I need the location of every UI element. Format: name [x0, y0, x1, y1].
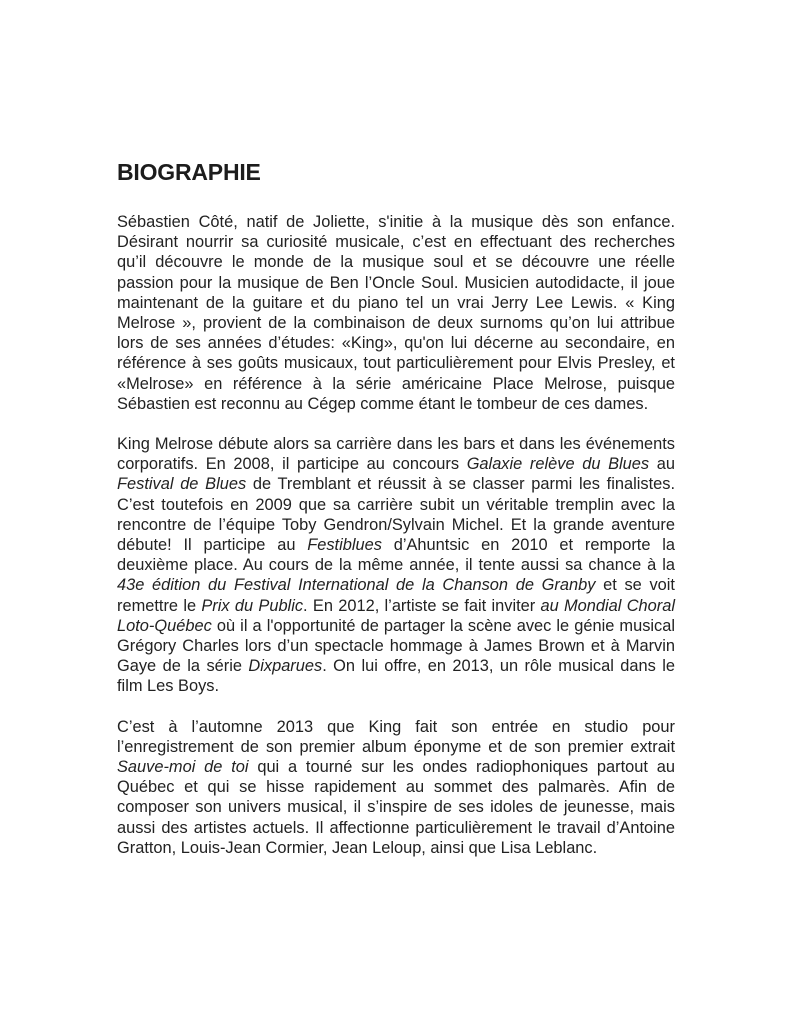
italic-title: Galaxie relève du Blues [466, 455, 650, 474]
paragraph-1 [117, 212, 675, 414]
text-run: . On lui offre, en 2013, un rôle musical dans le film Les Boys. [117, 657, 675, 696]
paragraph-2 [117, 434, 675, 697]
italic-title: Dixparues [248, 657, 323, 676]
document-title: BIOGRAPHIE [117, 159, 261, 185]
italic-title: Sauve-moi de toi [117, 758, 249, 777]
text-run: qui a tourné sur les ondes radiophoniques partout au Québec et qui se hisse rapidement au sommet des palmarès. Afin de composer son univers musical, il s’inspire de ses idoles de jeunesse, mais aussi des artistes actuels. Il affectionne particulièrement le travail d’Antoine Gratton, Louis-Jean Cormier, Jean Leloup, ainsi que Lisa Leblanc. [117, 758, 675, 857]
biography-body [117, 212, 675, 858]
italic-title: Festiblues [307, 536, 382, 555]
text-run: où il a l'opportunité de partager la scène avec le génie musical Grégory Charles lors d’un spectacle hommage à James Brown et à Marvin Gaye de la série [117, 616, 675, 676]
document-page [117, 156, 675, 878]
text-run: d’Ahuntsic en 2010 et remporte la deuxième place. Au cours de la même année, il tente aussi sa chance à la [117, 536, 675, 575]
text-run: C’est à l’automne 2013 que King fait son entrée en studio pour l’enregistrement de son premier album éponyme et de son premier extrait [117, 717, 675, 756]
italic-title: Festival de Blues [117, 475, 247, 494]
text-run: de Tremblant et réussit à se classer parmi les finalistes. C’est toutefois en 2009 que sa carrière subit un véritable tremplin avec la rencontre de l’équipe Toby Gendron/Sylvain Michel. Et la grande aventure débute! Il participe au [117, 475, 676, 555]
italic-title: Prix du Public [201, 596, 304, 615]
text-run: Sébastien Côté, natif de Joliette, s'initie à la musique dès son enfance. Désirant nourrir sa curiosité musicale, c’est en effectuant des recherches qu’il découvre le monde de la musique soul et se découvre une réelle passion pour la musique de Ben l’Oncle Soul. Musicien autodidacte, il joue maintenant de la guitare et du piano tel un vrai Jerry Lee Lewis. « King Melrose », provient de la combinaison de deux surnoms qu’on lui attribue lors de ses années d’études: «King», qu'on lui décerne au secondaire, en référence à ses goûts musicaux, tout particulièrement pour Elvis Presley, et «Melrose» en référence à la série américaine Place Melrose, puisque Sébastien est reconnu au Cégep comme étant le tombeur de ces dames. [117, 213, 675, 413]
text-run: au [649, 455, 675, 474]
text-run: . En 2012, l’artiste se fait inviter [303, 596, 541, 615]
paragraph-3 [117, 717, 675, 858]
text-run: King Melrose débute alors sa carrière dans les bars et dans les événements corporatifs. En 2008, il participe au concours [117, 435, 675, 474]
italic-title: au Mondial Choral Loto-Québec [117, 596, 675, 635]
text-run: et se voit remettre le [117, 576, 675, 615]
italic-title: 43e édition du Festival International de la Chanson de Granby [117, 576, 596, 595]
